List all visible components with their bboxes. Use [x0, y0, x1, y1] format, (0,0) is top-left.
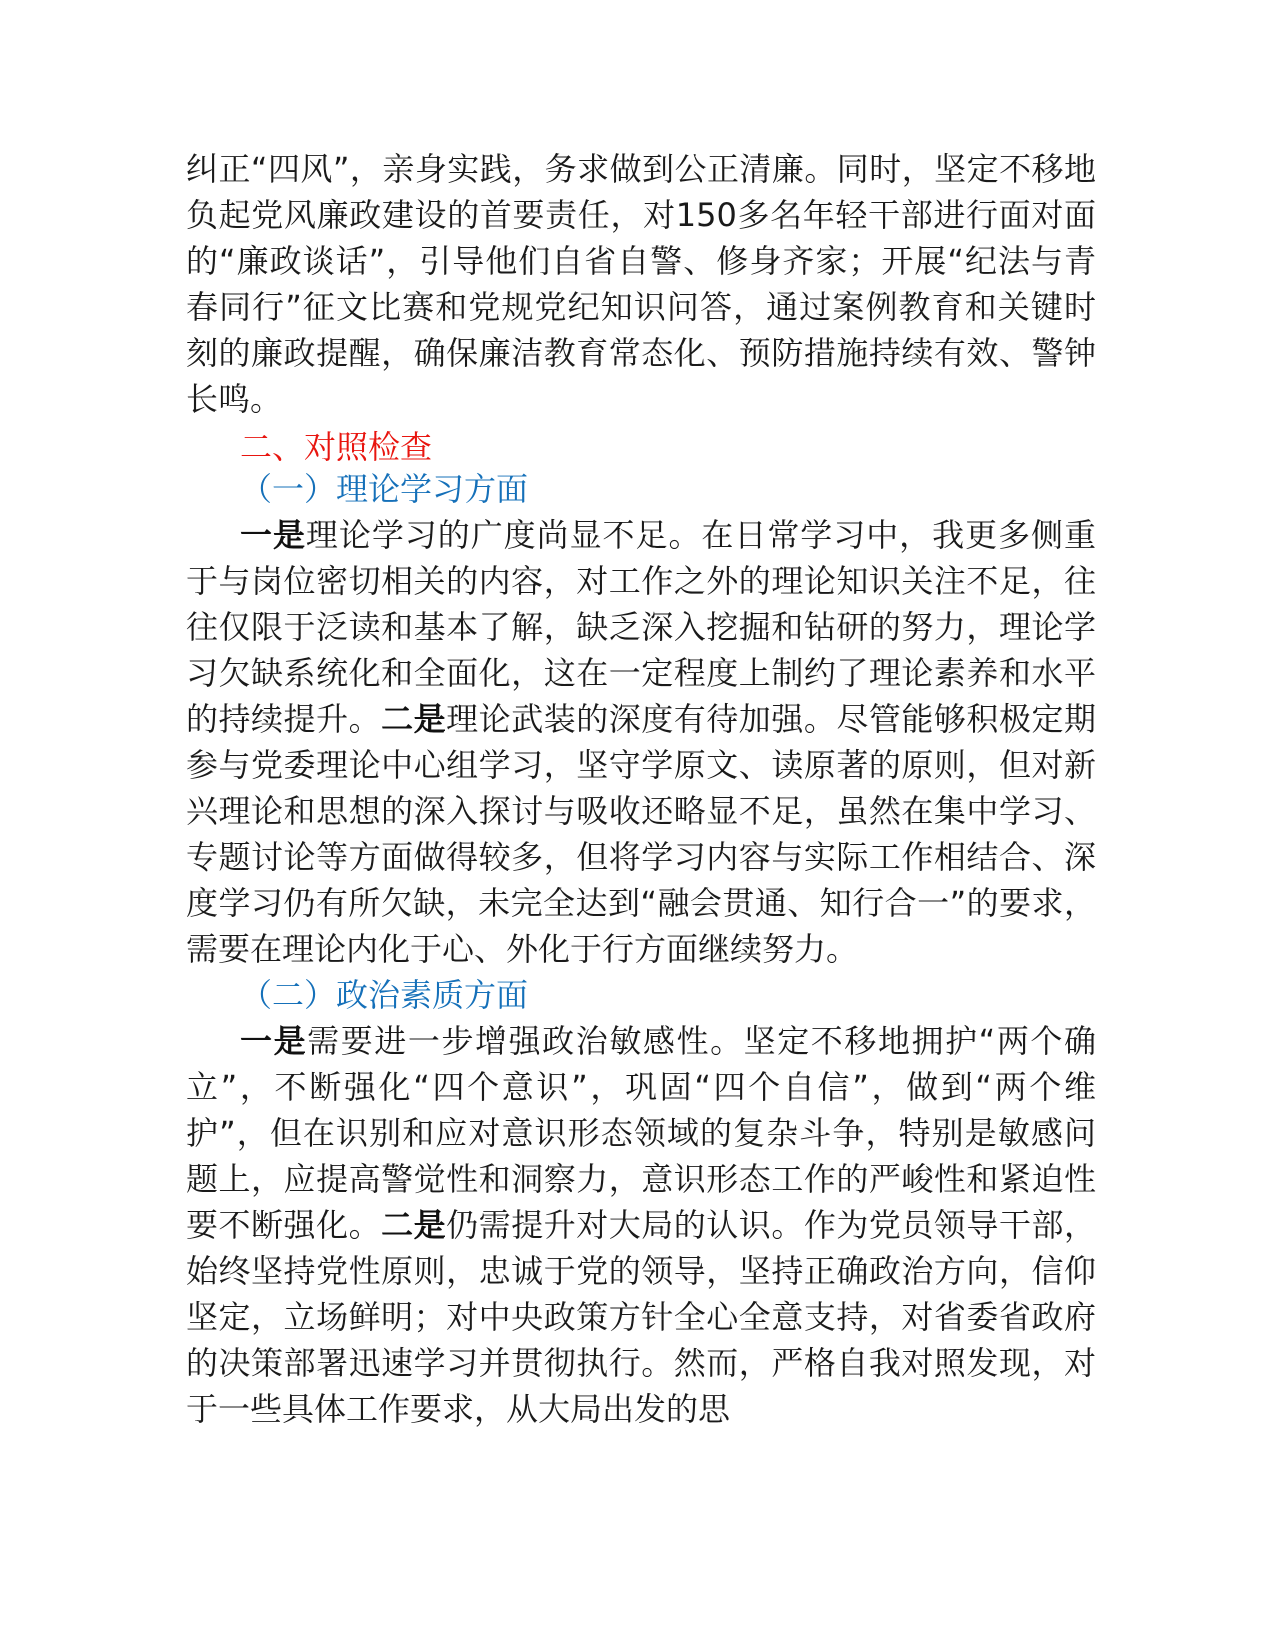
point-text-first: 需要进一步增强政治敏感性。坚定不移地拥护“两个确立”，不断强化“四个意识”，巩固“四个自信”，做到“两个维护”，但在识别和应对意识形态领域的复杂斗争，特别是敏感问题上，应提高警觉性和洞察力，意识形态工作的严峻性和紧迫性要不断强化。	[186, 1022, 1096, 1244]
theory-study-paragraph	[186, 512, 1096, 972]
point-marker-first: 一是	[240, 516, 306, 554]
point-text-second: 仍需提升对大局的认识。作为党员领导干部，始终坚持党性原则，忠诚于党的领导，坚持正确政治方向，信仰坚定，立场鲜明；对中央政策方针全心全意支持，对省委省政府的决策部署迅速学习并贯彻执行。然而，严格自我对照发现，对于一些具体工作要求，从大局出发的思	[186, 1206, 1096, 1428]
section-heading-comparison-check: 二、对照检查	[240, 428, 433, 466]
point-marker-first: 一是	[240, 1022, 308, 1060]
point-text-second: 理论武装的深度有待加强。尽管能够积极定期参与党委理论中心组学习，坚守学原文、读原著的原则，但对新兴理论和思想的深入探讨与吸收还略显不足，虽然在集中学习、专题讨论等方面做得较多，但将学习内容与实际工作相结合、深度学习仍有所欠缺，未完全达到“融会贯通、知行合一”的要求，需要在理论内化于心、外化于行方面继续努力。	[186, 700, 1096, 968]
subsection-heading-theory-study: （一）理论学习方面	[240, 470, 529, 508]
point-text-first: 理论学习的广度尚显不足。在日常学习中，我更多侧重于与岗位密切相关的内容，对工作之外的理论知识关注不足，往往仅限于泛读和基本了解，缺乏深入挖掘和钻研的努力，理论学习欠缺系统化和全面化，这在一定程度上制约了理论素养和水平的持续提升。	[186, 516, 1096, 738]
intro-paragraph: 纠正“四风”，亲身实践，务求做到公正清廉。同时，坚定不移地负起党风廉政建设的首要责任，对150多名年轻干部进行面对面的“廉政谈话”，引导他们自省自警、修身齐家；开展“纪法与青春同行”征文比赛和党规党纪知识问答，通过案例教育和关键时刻的廉政提醒，确保廉洁教育常态化、预防措施持续有效、警钟长鸣。	[186, 150, 1096, 418]
political-quality-paragraph	[186, 1018, 1096, 1432]
point-marker-second: 二是	[381, 1206, 447, 1244]
document-body	[186, 146, 1096, 1432]
point-marker-second: 二是	[381, 700, 447, 738]
subsection-heading-political-quality: （二）政治素质方面	[240, 976, 529, 1014]
